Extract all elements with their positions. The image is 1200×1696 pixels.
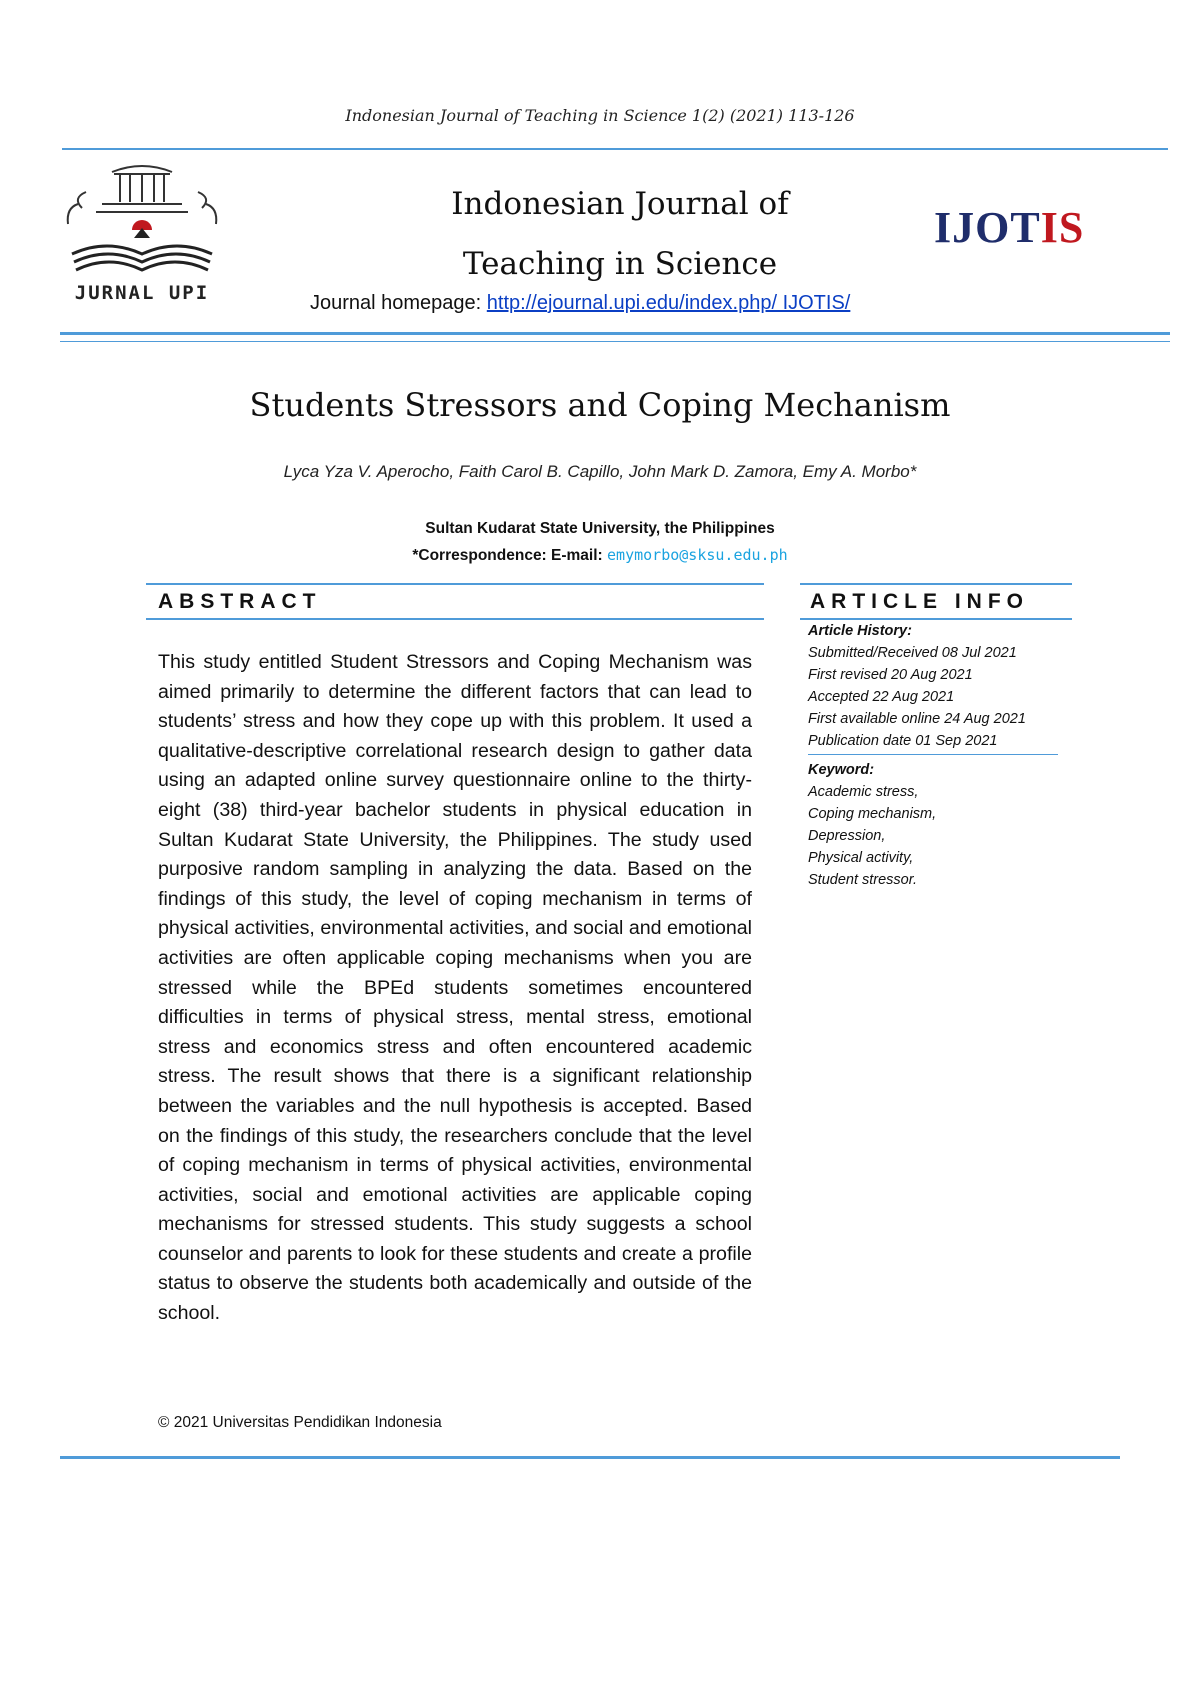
abstract-heading: ABSTRACT	[158, 590, 322, 613]
correspondence-label: *Correspondence: E-mail:	[412, 547, 608, 564]
keyword-item: Physical activity,	[808, 850, 914, 866]
affiliation-block	[0, 515, 1200, 569]
journal-homepage	[310, 292, 950, 315]
history-item: Publication date 01 Sep 2021	[808, 733, 998, 749]
header-top-rule	[62, 148, 1168, 150]
correspondence	[0, 542, 1200, 569]
brand-part3: IS	[1040, 203, 1085, 252]
logo-text: JURNAL UPI	[74, 282, 210, 304]
university-building-icon	[62, 158, 222, 288]
correspondence-email[interactable]: emymorbo@sksu.edu.ph	[607, 546, 788, 564]
authors: Lyca Yza V. Aperocho, Faith Carol B. Capillo, John Mark D. Zamora, Emy A. Morbo*	[283, 462, 917, 481]
keyword-label: Keyword:	[808, 762, 875, 778]
history-item: First revised 20 Aug 2021	[808, 667, 973, 683]
journal-title-line1: Indonesian Journal of	[451, 186, 789, 222]
abstract-top-rule	[146, 583, 764, 585]
homepage-label: Journal homepage:	[310, 292, 487, 314]
abstract-text: This study entitled Student Stressors and Coping Mechanism was aimed primarily to determine the different factors that can lead to students’ stress and how they cope up with this problem. It used a qualitative-descriptive correlational research design to gather data using an adapted online survey questionnaire online to the thirty-eight (38) third-year bachelor students in physical education in Sultan Kudarat State University, the Philippines. The study used purposive random sampling in analyzing the data. Based on the findings of this study, the level of coping mechanism in terms of physical activities, environmental activities, and social and emotional activities are often applicable coping mechanisms when you are stressed while the BPEd students sometimes encountered difficulties in terms of physical stress, mental stress, emotional stress and economics stress and often encountered academic stress. The result shows that there is a significant relationship between the variables and the null hypothesis is accepted. Based on the findings of this study, the researchers conclude that the level of coping mechanism in terms of physical activities, environmental activities, social and emotional activities are applicable coping mechanisms for stressed students. This study suggests a school counselor and parents to look for these students and create a profile status to observe the students both academically and outside of the school.	[158, 651, 752, 1325]
article-title: Students Stressors and Coping Mechanism	[249, 386, 951, 424]
keyword-item: Academic stress,	[808, 784, 919, 800]
homepage-link[interactable]: http://ejournal.upi.edu/index.php/ IJOTIS/	[486, 292, 851, 314]
keyword-item: Depression,	[808, 828, 886, 844]
abstract-heading-rule	[146, 618, 764, 620]
history-rule	[808, 754, 1058, 755]
keyword-item: Student stressor.	[808, 872, 918, 888]
history-item: Accepted 22 Aug 2021	[808, 689, 955, 705]
header-bottom-rule-2	[60, 341, 1170, 342]
journal-title-line2: Teaching in Science	[462, 246, 778, 282]
history-item: Submitted/Received 08 Jul 2021	[808, 645, 1017, 661]
brand-part1: IJ	[934, 203, 976, 252]
history-item: First available online 24 Aug 2021	[808, 711, 1026, 727]
article-info	[808, 620, 1058, 891]
article-history-label: Article History:	[808, 623, 912, 639]
keyword-item: Coping mechanism,	[808, 806, 937, 822]
affiliation: Sultan Kudarat State University, the Philippines	[425, 520, 775, 537]
header-bottom-rule	[60, 332, 1170, 335]
running-head: Indonesian Journal of Teaching in Science 1(2) (2021) 113-126	[345, 106, 855, 125]
brand-part2: OT	[975, 203, 1041, 252]
journal-brand	[934, 202, 1084, 253]
copyright: © 2021 Universitas Pendidikan Indonesia	[158, 1414, 442, 1431]
footer-rule	[60, 1456, 1120, 1459]
article-info-heading: ARTICLE INFO	[810, 590, 1029, 613]
info-top-rule	[800, 583, 1072, 585]
journal-title	[400, 174, 840, 294]
